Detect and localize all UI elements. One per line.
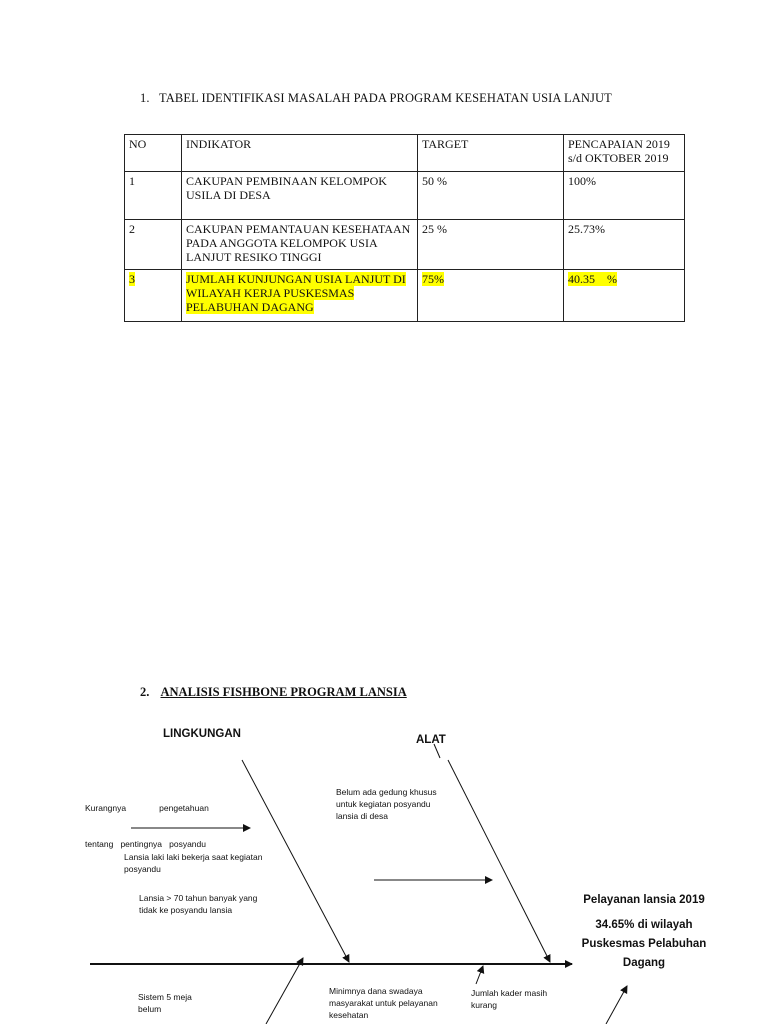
header-no: NO	[125, 135, 182, 172]
header-target: TARGET	[418, 135, 564, 172]
highlighted-text: 75%	[422, 272, 444, 286]
cell-target: 25 %	[418, 220, 564, 270]
effect-head	[569, 891, 719, 973]
header-pencapaian: PENCAPAIAN 2019 s/d OKTOBER 2019	[564, 135, 685, 172]
section1-title: TABEL IDENTIFIKASI MASALAH PADA PROGRAM KESEHATAN USIA LANJUT	[159, 91, 612, 105]
section2-title: ANALISIS FISHBONE PROGRAM LANSIA	[160, 685, 407, 699]
cell-pencapaian: 100%	[564, 172, 685, 220]
category-lingkungan: LINGKUNGAN	[163, 728, 241, 740]
cause-lansia-70: Lansia > 70 tahun banyak yang tidak ke posyandu lansia	[139, 893, 258, 915]
cell-indikator: CAKUPAN PEMANTAUAN KESEHATAAN PADA ANGGOTA KELOMPOK USIA LANJUT RESIKO TINGGI	[182, 220, 418, 270]
cause-gedung: Belum ada gedung khusus untuk kegiatan posyandu lansia di desa	[336, 787, 437, 821]
cell-indikator: CAKUPAN PEMBINAAN KELOMPOK USILA DI DESA	[182, 172, 418, 220]
effect-arrow	[606, 986, 627, 1024]
cause-kurang-line1: Kurangnya pengetahuan	[85, 803, 209, 813]
section2-number: 2.	[140, 685, 150, 699]
cause-sistem-5-meja: Sistem 5 meja belum	[138, 992, 192, 1014]
alat-bone	[448, 760, 550, 962]
highlighted-text: 3	[129, 272, 135, 286]
lower-bone-center	[266, 958, 303, 1024]
cell-no: 1	[125, 172, 182, 220]
cause-lansia-laki: Lansia laki laki bekerja saat kegiatan posyandu	[124, 852, 263, 874]
category-alat: ALAT	[416, 734, 446, 746]
section1-number: 1.	[140, 91, 150, 105]
cause-kurang-pengetahuan	[85, 778, 209, 862]
effect-line2: 34.65% di wilayah Puskesmas Pelabuhan Dagang	[581, 919, 707, 969]
alat-tick	[434, 744, 440, 758]
cause-kader: Jumlah kader masih kurang	[471, 988, 548, 1010]
cell-pencapaian: 25.73%	[564, 220, 685, 270]
effect-line1: Pelayanan lansia 2019	[583, 894, 705, 906]
cause-dana: Minimnya dana swadaya masyarakat untuk pelayanan kesehatan	[329, 986, 438, 1020]
cell-no: 2	[125, 220, 182, 270]
cause-kurang-line2: tentang pentingnya posyandu	[85, 839, 206, 849]
highlighted-text: JUMLAH KUNJUNGAN USIA LANJUT DI WILAYAH KERJA PUSKESMAS PELABUHAN DAGANG	[186, 272, 406, 314]
cell-target: 50 %	[418, 172, 564, 220]
kader-arrow	[476, 966, 483, 984]
highlighted-text: 40.35 %	[568, 272, 617, 286]
header-indikator: INDIKATOR	[182, 135, 418, 172]
